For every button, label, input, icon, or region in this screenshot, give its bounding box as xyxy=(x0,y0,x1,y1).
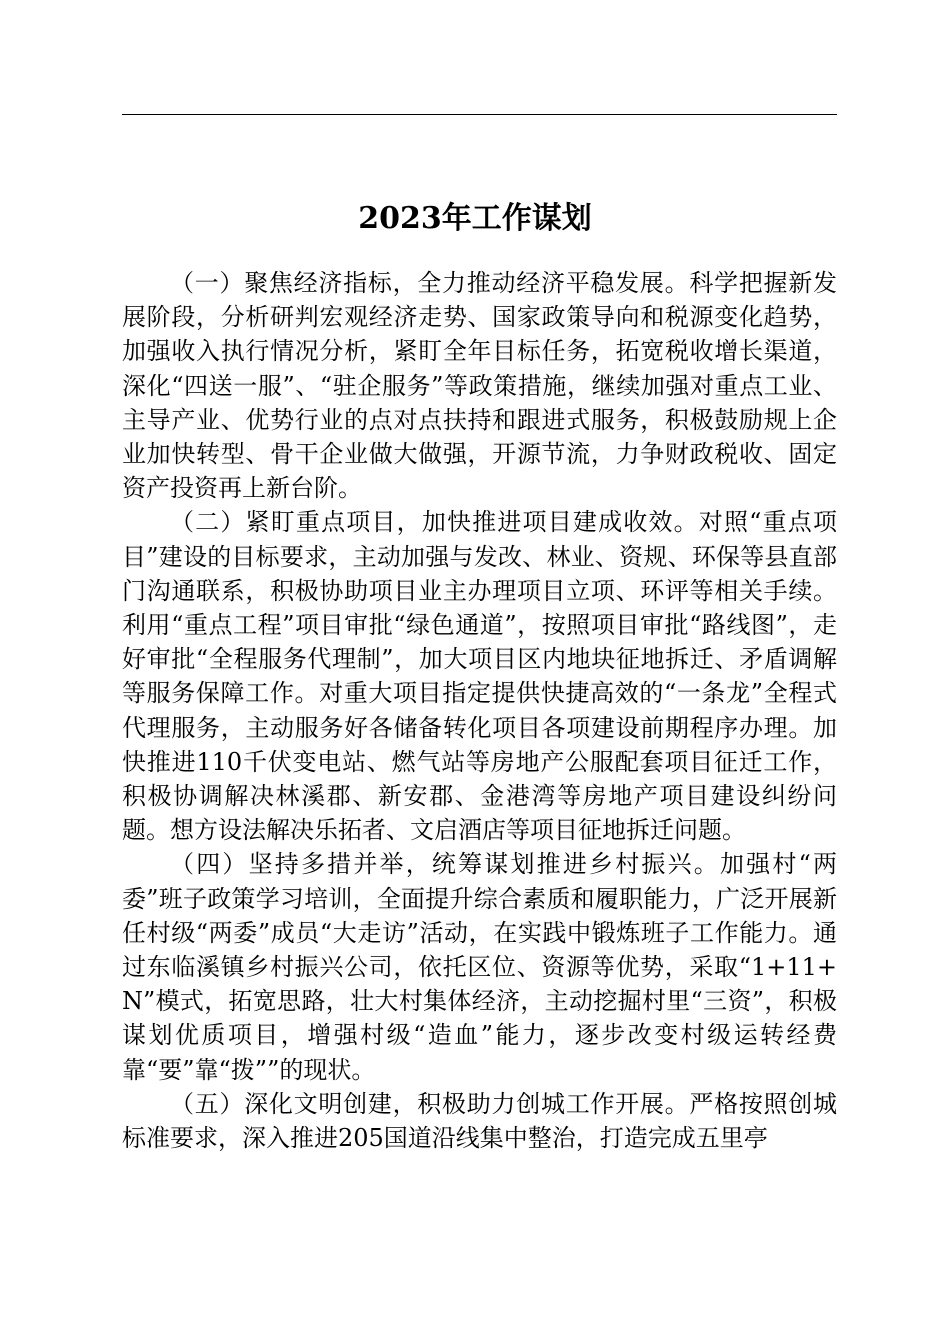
document-body xyxy=(122,266,837,1155)
paragraph-1: （一）聚焦经济指标，全力推动经济平稳发展。科学把握新发展阶段，分析研判宏观经济走势、国家政策导向和税源变化趋势，加强收入执行情况分析，紧盯全年目标任务，拓宽税收增长渠道，深化“四送一服”、“驻企服务”等政策措施，继续加强对重点工业、主导产业、优势行业的点对点扶持和跟进式服务，积极鼓励规上企业加快转型、骨干企业做大做强，开源节流，力争财政税收、固定资产投资再上新台阶。 xyxy=(122,269,837,503)
header-rule xyxy=(122,114,837,115)
page-title: 2023年工作谋划 xyxy=(358,201,592,237)
paragraph-2: （二）紧盯重点项目，加快推进项目建成收效。对照“重点项目”建设的目标要求，主动加强与发改、林业、资规、环保等县直部门沟通联系，积极协助项目业主办理项目立项、环评等相关手续。利用“重点工程”项目审批“绿色通道”，按照项目审批“路线图”，走好审批“全程服务代理制”，加大项目区内地块征地拆迁、矛盾调解等服务保障工作。对重大项目指定提供快捷高效的“一条龙”全程式代理服务，主动服务好各储备转化项目各项建设前期程序办理。加快推进110千伏变电站、燃气站等房地产公服配套项目征迁工作，积极协调解决林溪郡、新安郡、金港湾等房地产项目建设纠纷问题。想方设法解决乐拓者、文启酒店等项目征地拆迁问题。 xyxy=(122,508,837,845)
paragraph-5: （五）深化文明创建，积极助力创城工作开展。严格按照创城标准要求，深入推进205国道沿线集中整治，打造完成五里亭 xyxy=(122,1089,837,1153)
paragraph-4: （四）坚持多措并举，统筹谋划推进乡村振兴。加强村“两委”班子政策学习培训，全面提升综合素质和履职能力，广泛开展新任村级“两委”成员“大走访”活动，在实践中锻炼班子工作能力。通过东临溪镇乡村振兴公司，依托区位、资源等优势，采取“1+11+N”模式，拓宽思路，壮大村集体经济，主动挖掘村里“三资”，积极谋划优质项目，增强村级“造血”能力，逐步改变村级运转经费靠“要”靠“拨””的现状。 xyxy=(122,850,837,1084)
